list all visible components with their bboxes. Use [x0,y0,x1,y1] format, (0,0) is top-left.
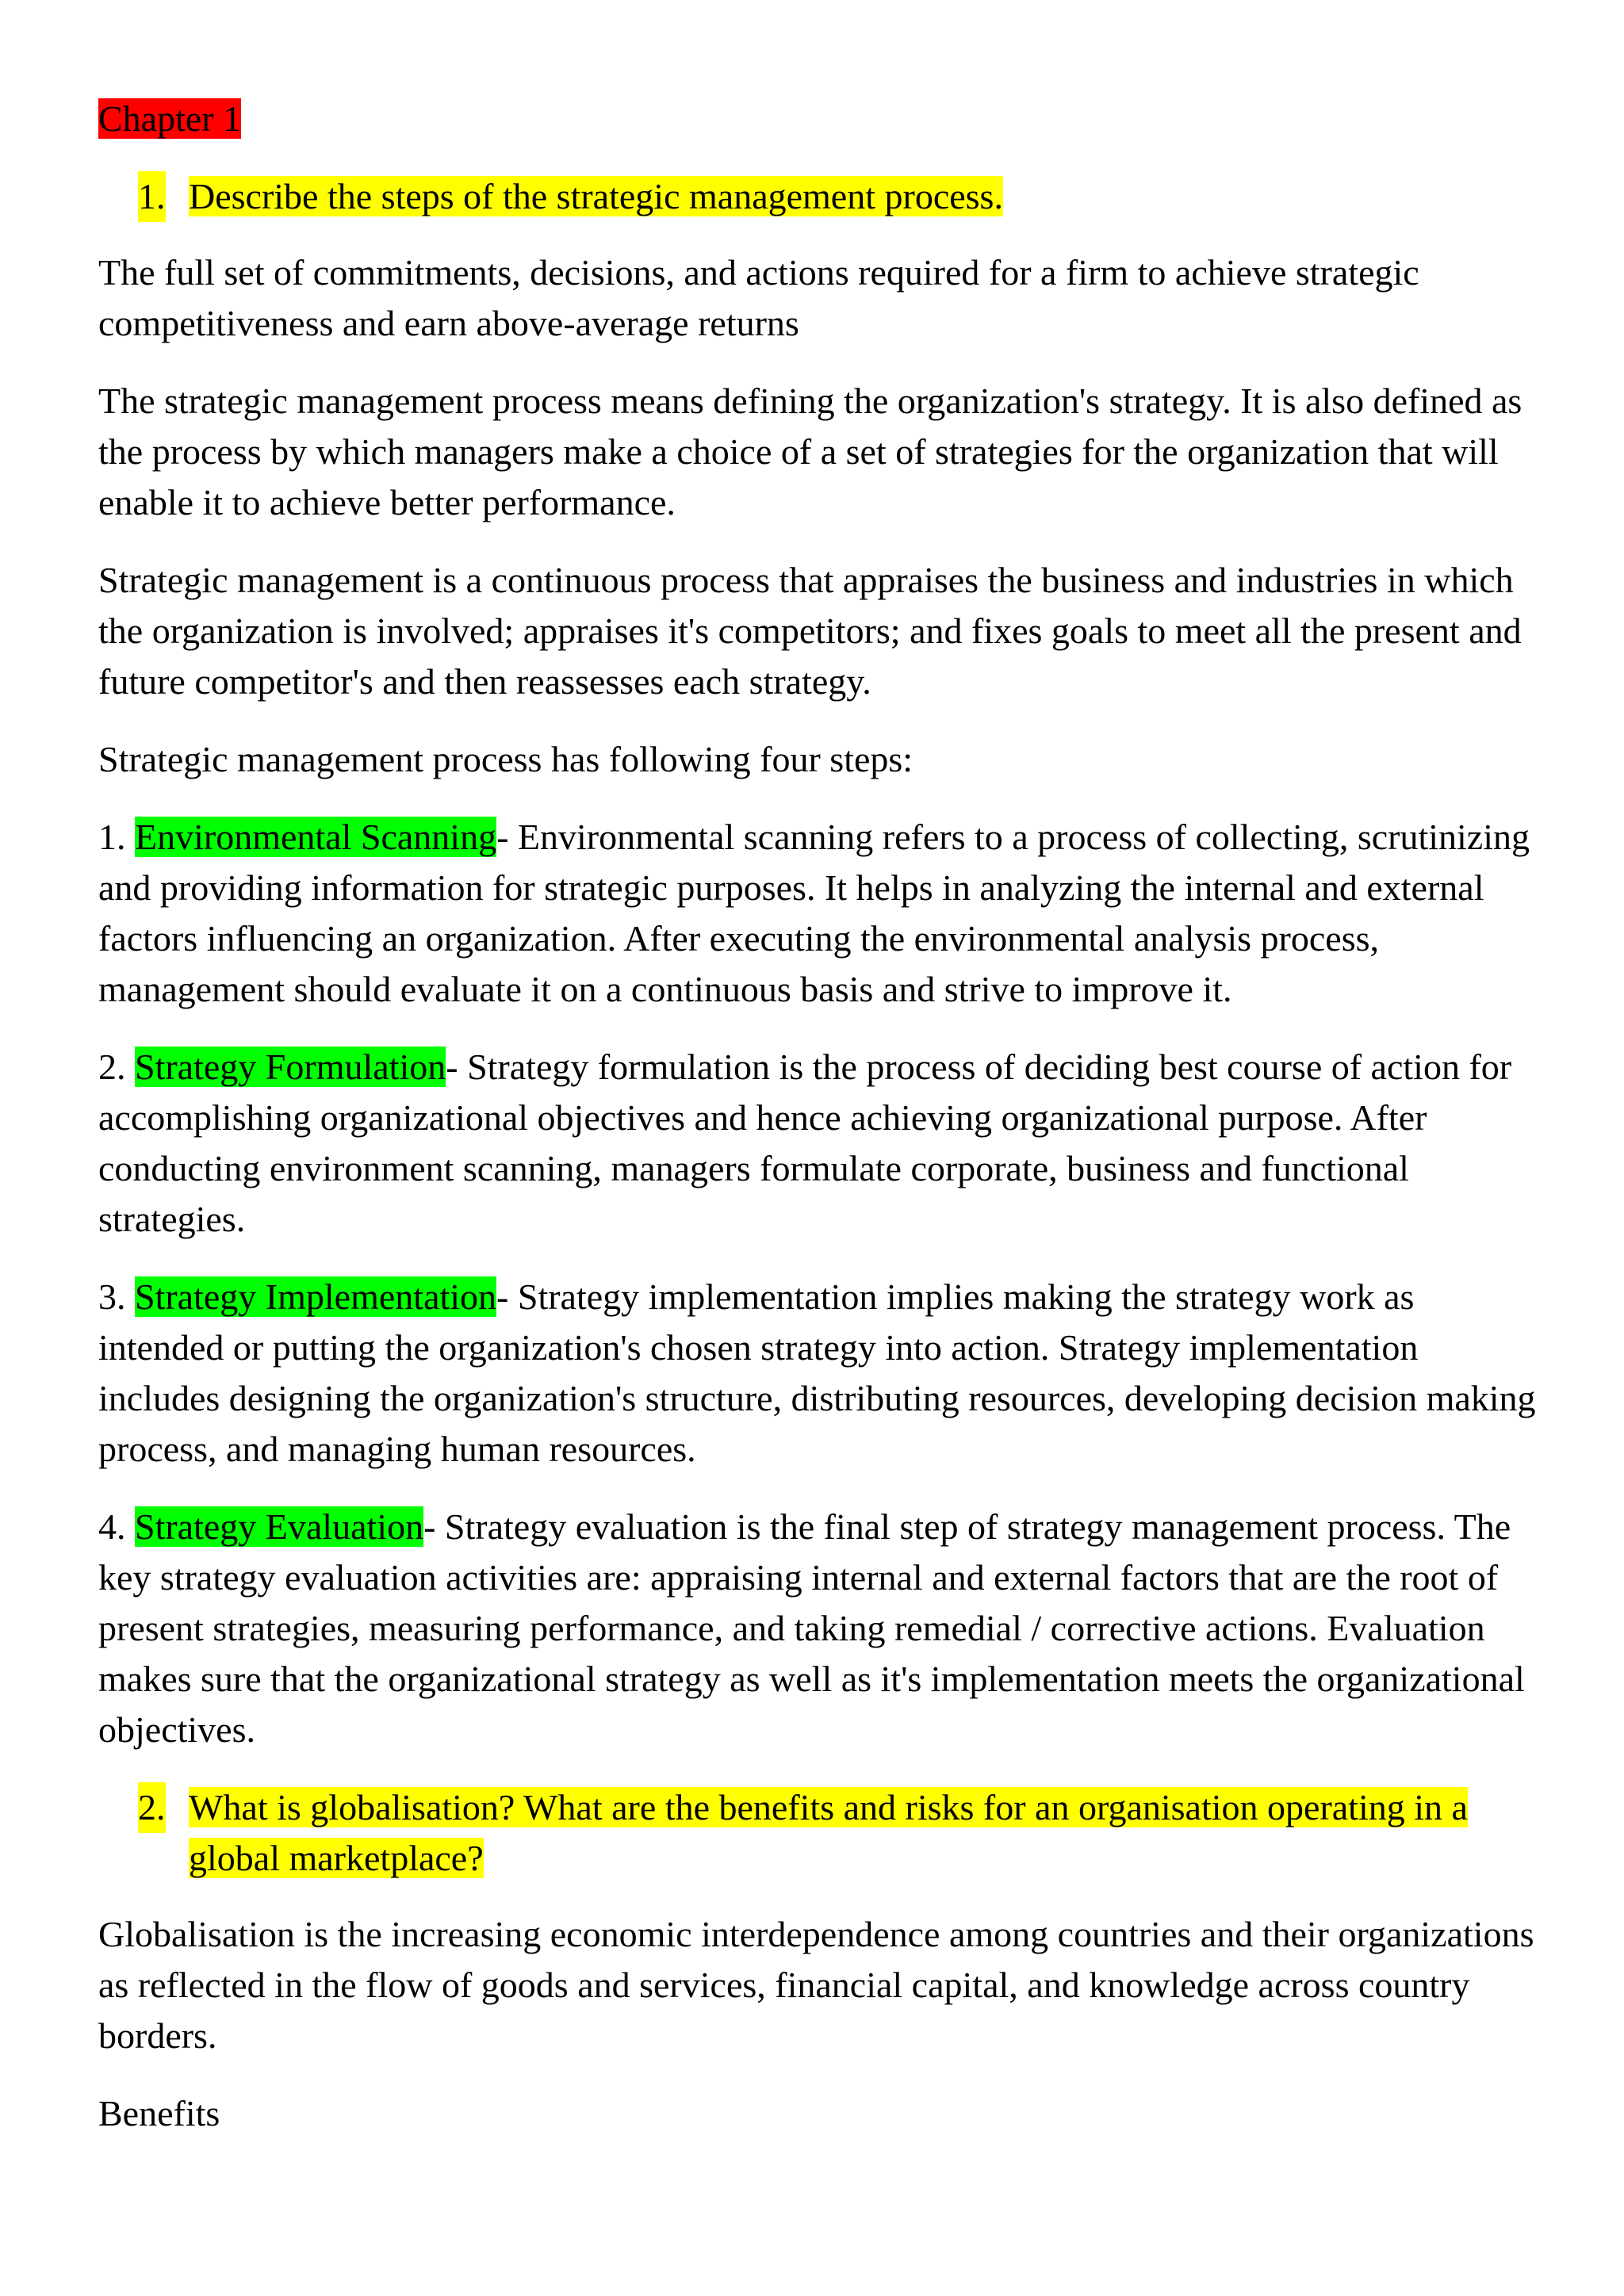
paragraph-four-steps-intro: Strategic management process has following four steps: [98,739,914,779]
paragraph-continuous-process: Strategic management is a continuous process that appraises the business and industries in which the organization is involved; appraises it's competitors; and fixes goals to meet all the present and future competitor's and then reassesses each strategy. [98,560,1522,702]
step-strategy-evaluation [98,1502,1542,1755]
step-number: 1. [98,817,135,857]
question-1 [98,171,1542,222]
step-term: Strategy Evaluation [135,1506,424,1547]
paragraph-definition: The full set of commitments, decisions, and actions required for a firm to achieve strategic competitiveness and earn above-average returns [98,252,1419,343]
step-description: - Strategy formulation is the process of deciding best course of action for accomplishing organizational objectives and hence achieving organizational purpose. After conducting environment scanning, managers formulate corporate, business and functional strategies. [98,1047,1512,1239]
benefits-heading: Benefits [98,2093,220,2133]
question-2-text: What is globalisation? What are the benefits and risks for an organisation operating in a global marketplace? [189,1787,1468,1878]
step-term: Strategy Implementation [135,1276,497,1317]
step-number: 3. [98,1276,135,1317]
step-description: - Environmental scanning refers to a process of collecting, scrutinizing and providing information for strategic purposes. It helps in analyzing the internal and external factors influencing an organization. After executing the environmental analysis process, management should evaluate it on a continuous basis and strive to improve it. [98,817,1530,1009]
chapter-label: Chapter 1 [98,98,242,139]
question-2 [98,1782,1542,1884]
step-number: 4. [98,1506,135,1547]
step-strategy-formulation [98,1042,1542,1245]
question-1-number: 1. [138,171,166,222]
chapter-heading [98,94,1542,144]
step-strategy-implementation [98,1272,1542,1475]
step-description: - Strategy implementation implies making the strategy work as intended or putting the organization's chosen strategy into action. Strategy implementation includes designing the organization's structure, distributing resources, developing decision making process, and managing human resources. [98,1276,1536,1469]
paragraph-globalisation-definition: Globalisation is the increasing economic interdependence among countries and their organizations as reflected in the flow of goods and services, financial capital, and knowledge across country borders. [98,1914,1534,2056]
step-term: Environmental Scanning [135,817,497,857]
paragraph-process-meaning: The strategic management process means defining the organization's strategy. It is also defined as the process by which managers make a choice of a set of strategies for the organization that will enable it to achieve better performance. [98,381,1522,522]
question-1-text: Describe the steps of the strategic management process. [189,176,1003,216]
step-environmental-scanning [98,812,1542,1015]
step-number: 2. [98,1047,135,1087]
document-body [98,94,1542,2166]
step-description: - Strategy evaluation is the final step of strategy management process. The key strategy evaluation activities are: appraising internal and external factors that are the root of present strategies, measuring performance, and taking remedial / corrective actions. Evaluation makes sure that the organizational strategy as well as it's implementation meets the organizational objectives. [98,1506,1525,1750]
question-2-number: 2. [138,1782,166,1833]
step-term: Strategy Formulation [135,1047,446,1087]
